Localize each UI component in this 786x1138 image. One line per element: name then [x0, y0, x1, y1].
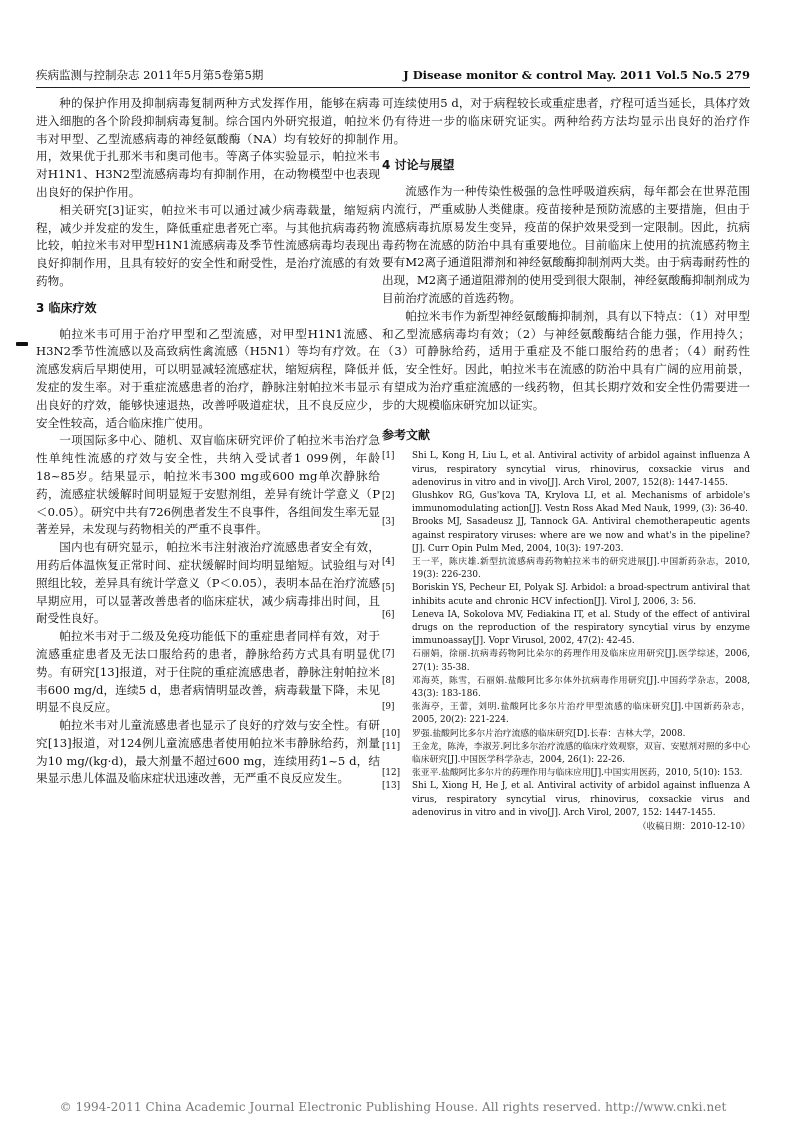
reference-text: 王一平，陈庆雄.新型抗流感病毒药物帕拉米韦的研究进展[J].中国新药杂志，2010, 19(3): 226-230. [412, 556, 750, 581]
reference-item [382, 648, 750, 674]
intro-paragraph-1: 种的保护作用及抑制病毒复制两种方式发挥作用，能够在病毒进入细胞的各个阶段抑制病毒复制。综合国内外研究报道，帕拉米韦对甲型、乙型流感病毒的神经氨酸酶（NA）均有较好的抑制作用，效果优于扎那米韦和奥司他韦。等离子体实验显示，帕拉米韦对H1N1、H3N2型流感病毒均有抑制作用，在动物模型中也表现出良好的保护作用。 [36, 96, 380, 199]
reference-text: 罗强.盐酸阿比多尔片治疗流感的临床研究[D].长春：吉林大学，2008. [412, 728, 686, 739]
reference-number: [13] [382, 781, 401, 792]
received-date: （收稿日期：2010-12-10） [637, 822, 750, 833]
discussion-paragraph-2: 帕拉米韦作为新型神经氨酸酶抑制剂，具有以下特点：（1）对甲型和乙型流感病毒均有效；（2）与神经氨酸酶结合能力强，作用持久；（3）可静脉给药，适用于重症及不能口服给药的患者；（4）耐药性低，安全性好。因此，帕拉米韦在流感的防治中具有广阔的应用前景，有望成为治疗重症流感的一线药物，但其长期疗效和安全性仍需要进一步的大规模临床研究加以证实。 [382, 308, 750, 412]
running-head [36, 66, 750, 84]
reference-item [382, 701, 750, 727]
reference-number: [2] [382, 490, 395, 501]
continuation-paragraph: 可连续使用5 d，对于病程较长或重症患者，疗程可适当延长，具体疗效仍有待进一步的临床研究证实。两种给药方法均显示出良好的治疗作用。 [382, 96, 750, 146]
reference-number: [3] [382, 517, 395, 528]
reference-number: [9] [382, 702, 395, 713]
reference-number: [8] [382, 675, 395, 686]
reference-number: [6] [382, 609, 395, 620]
reference-number: [7] [382, 649, 395, 660]
reference-item [382, 728, 750, 741]
reference-item [382, 780, 750, 820]
clinical-paragraph-1: 帕拉米韦可用于治疗甲型和乙型流感，对甲型H1N1流感、H3N2季节性流感以及高致病性禽流感（H5N1）等均有疗效。在流感发病后早期使用，可以明显减轻流感症状，缩短病程，降低并发症的发生率。对于重症流感患者的治疗，静脉注射帕拉米韦显示出良好的疗效，能够快速退热，改善呼吸道症状，且不良反应少，安全性较高，适合临床推广使用。 [36, 326, 380, 430]
left-column [36, 95, 380, 788]
reference-item [382, 741, 750, 767]
references-heading: 参考文献 [382, 427, 431, 442]
reference-text: 邓海英，陈雪，石丽娟.盐酸阿比多尔体外抗病毒作用研究[J].中国药学杂志，2008, 43(3): 183-186. [412, 675, 750, 699]
running-head-journal-cn: 疾病监测与控制杂志 2011年5月第5卷第5期 [36, 68, 264, 82]
reference-text: Brooks MJ, Sasadeusz JJ, Tannock GA. Antiviral chemotherapeutic agents against respiratory viruses: where are we now and what's in the pipeline?[J]. Curr Opin Pulm Med, 2004, 10(3): 197-203. [412, 517, 750, 554]
reference-number: [5] [382, 583, 395, 594]
section-heading-discussion: 4 讨论与展望 [382, 158, 455, 173]
reference-item [382, 556, 750, 582]
reference-number: [1] [382, 451, 395, 462]
reference-list [382, 450, 750, 820]
reference-item [382, 450, 750, 490]
reference-text: Boriskin YS, Pecheur EI, Polyak SJ. Arbidol: a broad-spectrum antiviral that inhibits acute and chronic HCV infection[J]. Virol J, 2006, 3: 56. [412, 583, 750, 607]
reference-item [382, 767, 750, 780]
reference-item [382, 609, 750, 649]
reference-number: [10] [382, 728, 401, 739]
reference-text: Leneva IA, Sokolova MV, Fediakina IT, et al. Study of the effect of antiviral drugs on the reproduction of the respiratory syncytial virus by enzyme immunoassay[J]. Vopr Virusol, 2002, 47(2): 42-45. [412, 609, 750, 647]
reference-text: Shi L, Xiong H, He J, et al. Antiviral activity of arbidol against influenza A virus, respiratory syncytial virus, rhinovirus, coxsackie virus and adenovirus in vitro and in vivo[J]. Arch Virol, 2007, 152: 1447-1455. [412, 781, 750, 818]
margin-mark [16, 342, 28, 346]
reference-text: 张亚平.盐酸阿比多尔片的药理作用与临床应用[J].中国实用医药，2010, 5(10): 153. [412, 768, 743, 779]
reference-text: 王金龙，陈涛，李淑芳.阿比多尔治疗流感的临床疗效观察，双盲、安慰剂对照的多中心临床研究[J].中国医学科学杂志，2004, 26(1): 22-26. [412, 741, 750, 766]
reference-item [382, 675, 750, 701]
reference-text: 张海亭，王蕾，刘明.盐酸阿比多尔片治疗甲型流感的临床研究[J].中国新药杂志，2005, 20(2): 221-224. [412, 702, 750, 726]
reference-number: [4] [382, 556, 395, 567]
clinical-paragraph-5: 帕拉米韦对儿童流感患者也显示了良好的疗效与安全性。有研究[13]报道，对124例儿童流感患者使用帕拉米韦静脉给药，剂量为10 mg/(kg·d)，最大剂量不超过600 mg，连续用药1~5 d，结果显示患儿体温及临床症状迅速改善，无严重不良反应发生。 [36, 718, 380, 786]
section-heading-clinical: 3 临床疗效 [36, 300, 97, 315]
reference-text: Shi L, Kong H, Liu L, et al. Antiviral activity of arbidol against influenza A virus, respiratory syncytial virus, rhinovirus, coxsackie virus and adenovirus in vitro and in vivo[J]. Arch Virol, 2007, 152(8): 1447-1455. [412, 451, 750, 488]
reference-text: Glushkov RG, Gus'kova TA, Krylova LI, et al. Mechanisms of arbidole's immunomodulating action[J]. Vestn Ross Akad Med Nauk, 1999, (3): 36-40. [412, 490, 750, 515]
header-rule [36, 87, 750, 88]
reference-number: [12] [382, 768, 401, 779]
clinical-paragraph-3: 国内也有研究显示，帕拉米韦注射液治疗流感患者安全有效，用药后体温恢复正常时间、症状缓解时间均明显缩短。试验组与对照组比较，差异具有统计学意义（P＜0.05），表明本品在治疗流感早期应用，可以显著改善患者的临床症状，减少病毒排出时间，且耐受性良好。 [36, 540, 380, 626]
clinical-paragraph-2: 一项国际多中心、随机、双盲临床研究评价了帕拉米韦治疗急性单纯性流感的疗效与安全性，共纳入受试者1 099例，年龄18~85岁。结果显示，帕拉米韦300 mg或600 mg单次静脉给药，流感症状缓解时间明显短于安慰剂组，差异有统计学意义（P＜0.05）。研究中共有726例患者发生不良事件，各组间发生率无显著差异，未发现与药物相关的严重不良事件。 [36, 433, 380, 537]
reference-number: [11] [382, 741, 401, 752]
copyright-footer: © 1994-2011 China Academic Journal Electronic Publishing House. All rights reserved. http://www.cnki.net [59, 1100, 727, 1114]
reference-item [382, 490, 750, 516]
reference-item [382, 582, 750, 608]
intro-paragraph-2: 相关研究[3]证实，帕拉米韦可以通过减少病毒载量，缩短病程，减少并发症的发生，降低重症患者死亡率。与其他抗病毒药物比较，帕拉米韦对甲型H1N1流感病毒及季节性流感病毒均表现出良好抑制作用，且具有较好的安全性和耐受性，是治疗流感的有效药物。 [36, 202, 380, 288]
right-column [382, 95, 750, 834]
running-head-journal-en: J Disease monitor & control May. 2011 Vol.5 No.5 279 [403, 68, 750, 82]
discussion-paragraph-1: 流感作为一种传染性极强的急性呼吸道疾病，每年都会在世界范围内流行，严重威胁人类健康。疫苗接种是预防流感的主要措施，但由于流感病毒抗原易发生变异，疫苗的保护效果受到一定限制。因此，抗病毒药物在流感的防治中具有重要地位。目前临床上使用的抗流感药物主要有M2离子通道阻滞剂和神经氨酸酶抑制剂两大类。由于病毒耐药性的出现，M2离子通道阻滞剂的使用受到很大限制，神经氨酸酶抑制剂成为目前治疗流感的首选药物。 [382, 184, 750, 305]
reference-text: 石丽娟，徐丽.抗病毒药物阿比朵尔的药理作用及临床应用研究[J].医学综述，2006, 27(1): 35-38. [412, 649, 750, 673]
reference-item [382, 516, 750, 556]
clinical-paragraph-4: 帕拉米韦对于二级及免疫功能低下的重症患者同样有效，对于流感重症患者及无法口服给药的患者，静脉给药方式具有明显优势。有研究[13]报道，对于住院的重症流感患者，静脉注射帕拉米韦600 mg/d，连续5 d，患者病情明显改善，病毒载量下降，未见明显不良反应。 [36, 629, 380, 715]
